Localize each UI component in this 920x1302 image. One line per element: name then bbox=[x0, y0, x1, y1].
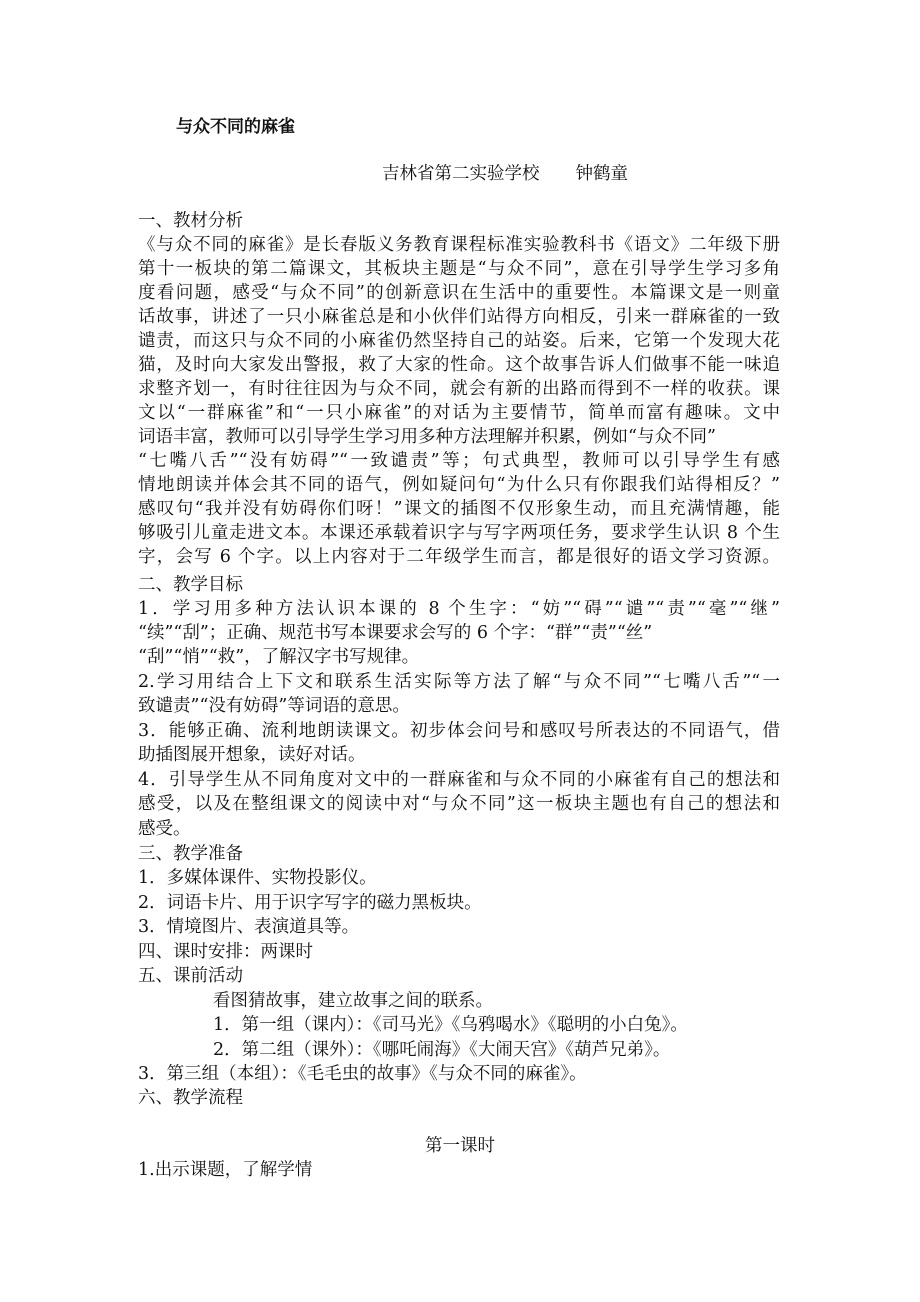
lesson-heading: 第一课时 bbox=[425, 1136, 495, 1156]
goal-line: 2.学习用结合上下文和联系生活实际等方法了解“与众不同”“七嘴八舌”“一 bbox=[138, 672, 780, 692]
analysis-line: 情地朗读并体会其不同的语气，例如疑问句“为什么只有你跟我们站得相反？” bbox=[138, 475, 780, 495]
analysis-line: 《与众不同的麻雀》是长春版义务教育课程标准实验教科书《语文》二年级下册 bbox=[138, 235, 780, 255]
author-name: 钟鹤童 bbox=[575, 164, 628, 184]
activity-line: 1．第一组（课内）：《司马光》《乌鸦喝水》《聪明的小白兔》。 bbox=[213, 1015, 688, 1035]
prep-line: 3．情境图片、表演道具等。 bbox=[138, 917, 360, 937]
goal-line: 4．引导学生从不同角度对文中的一群麻雀和与众不同的小麻雀有自己的想法和 bbox=[138, 770, 780, 790]
activity-line: 看图猜故事，建立故事之间的联系。 bbox=[213, 991, 493, 1011]
analysis-line: 第十一板块的第二篇课文，其板块主题是“与众不同”，意在引导学生学习多角 bbox=[138, 259, 780, 279]
goal-line: “续”“刮”；正确、规范书写本课要求会写的 6 个字：“群”“责”“丝” bbox=[138, 623, 653, 643]
prep-line: 1．多媒体课件、实物投影仪。 bbox=[138, 868, 377, 888]
analysis-line: 度看问题，感受“与众不同”的创新意识在生活中的重要性。本篇课文是一则童 bbox=[138, 283, 780, 303]
goal-line: 感受。 bbox=[138, 819, 191, 839]
goal-line: 1．学习用多种方法认识本课的 8 个生字：“妨”“碍”“谴”“责”“毫”“继” bbox=[138, 599, 780, 619]
goal-line: 致谴责”“没有妨碍”等词语的意思。 bbox=[138, 696, 410, 716]
section-heading-analysis: 一、教材分析 bbox=[138, 211, 243, 231]
prep-line: 2．词语卡片、用于识字写字的磁力黑板块。 bbox=[138, 893, 482, 913]
goal-line: 助插图展开想象，读好对话。 bbox=[138, 745, 366, 765]
analysis-line: 求整齐划一，有时往往因为与众不同，就会有新的出路而得到不一样的收获。课 bbox=[138, 379, 780, 399]
analysis-line: 文以“一群麻雀”和“一只小麻雀”的对话为主要情节，简单而富有趣味。文中 bbox=[138, 403, 780, 423]
section-heading-goals: 二、教学目标 bbox=[138, 575, 243, 595]
author-line bbox=[382, 160, 628, 185]
goal-line: 感受，以及在整组课文的阅读中对“与众不同”这一板块主题也有自己的想法和 bbox=[138, 794, 780, 814]
section-heading-activities: 五、课前活动 bbox=[138, 966, 243, 986]
analysis-line: 谴责，而这只与众不同的小麻雀仍然坚持自己的站姿。后来，它第一个发现大花 bbox=[138, 331, 780, 351]
analysis-line: 感叹句“我并没有妨碍你们呀！”课文的插图不仅形象生动，而且充满情趣，能 bbox=[138, 499, 780, 519]
step-line: 1.出示课题，了解学情 bbox=[138, 1160, 313, 1180]
section-heading-schedule: 四、课时安排：两课时 bbox=[138, 942, 313, 962]
analysis-line: 猫，及时向大家发出警报，救了大家的性命。这个故事告诉人们做事不能一味追 bbox=[138, 355, 780, 375]
section-heading-prep: 三、教学准备 bbox=[138, 844, 243, 864]
analysis-line: 够吸引儿童走进文本。本课还承载着识字与写字两项任务，要求学生认识 8 个生 bbox=[138, 523, 780, 543]
activity-line: 3．第三组（本组）：《毛毛虫的故事》《与众不同的麻雀》。 bbox=[138, 1064, 587, 1084]
goal-line: 3．能够正确、流利地朗读课文。初步体会问号和感叹号所表达的不同语气，借 bbox=[138, 721, 780, 741]
analysis-line: 词语丰富，教师可以引导学生学习用多种方法理解并积累，例如“与众不同” bbox=[138, 427, 716, 447]
analysis-line: 字，会写 6 个字。以上内容对于二年级学生而言，都是很好的语文学习资源。 bbox=[138, 547, 780, 567]
activity-line: 2．第二组（课外）：《哪吒闹海》《大闹天宫》《葫芦兄弟》。 bbox=[213, 1040, 671, 1060]
analysis-line: 话故事，讲述了一只小麻雀总是和小伙伴们站得方向相反，引来一群麻雀的一致 bbox=[138, 307, 780, 327]
goal-line: “刮”“悄”“救”，了解汉字书写规律。 bbox=[138, 647, 420, 667]
section-heading-process: 六、教学流程 bbox=[138, 1088, 243, 1108]
analysis-line: “七嘴八舌”“没有妨碍”“一致谴责”等；句式典型，教师可以引导学生有感 bbox=[138, 451, 780, 471]
document-title: 与众不同的麻雀 bbox=[176, 117, 295, 137]
author-school: 吉林省第二实验学校 bbox=[382, 164, 540, 184]
